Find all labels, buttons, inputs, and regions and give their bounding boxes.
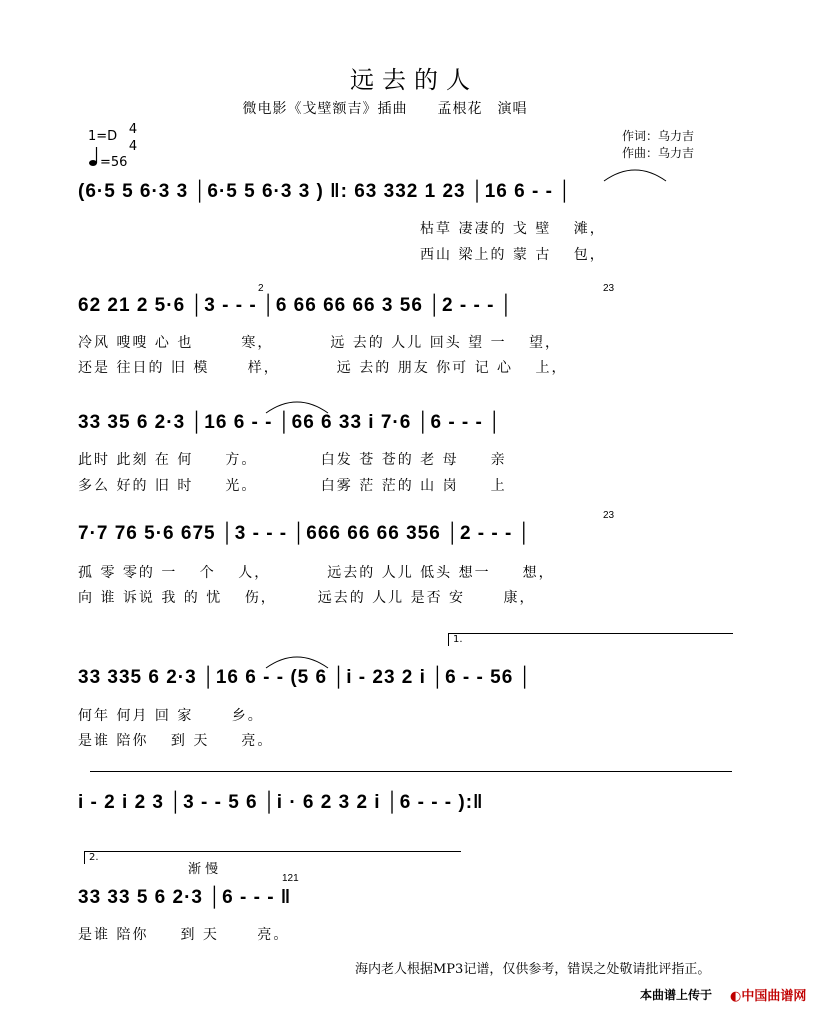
lyric-line-4: 还是 往日的 旧 模 样， 远 去的 朋友 你可 记 心 上，: [78, 360, 568, 376]
lyric-line-2: 西山 梁上的 蒙 古 包，: [420, 247, 606, 263]
first-ending-bracket: [448, 633, 733, 646]
notation-row-3: [78, 407, 738, 439]
notation-row-7-notes: 33 33 5 6 2·3 │6 - - - ‖: [78, 887, 292, 908]
slur-mark: [600, 163, 670, 183]
notation-row-5: [78, 662, 738, 694]
logo-icon: ◐: [730, 989, 742, 1004]
lyric-line-1: 枯草 凄凄的 戈 壁 滩，: [420, 221, 606, 237]
slur-mark: [262, 395, 332, 415]
upload-label: 本曲谱上传于: [640, 988, 713, 1002]
notation-row-6-notes: i - 2 i 2 3 │3 - - 5 6 │i · 6 2 3 2 i │6 - - - ):‖: [78, 792, 484, 813]
song-subtitle: 微电影《戈壁额吉》插曲 孟根花 演唱: [242, 101, 528, 117]
notation-row-2-notes: 62 21 2 5·6 │3 - - - │6 66 66 66 3 56 │2 - - - │: [78, 295, 514, 316]
lyric-line-6: 多么 好的 旧 时 光。 白雾 茫 茫的 山 岗 上: [78, 478, 507, 494]
lyric-line-8: 向 谁 诉说 我 的 忧 伤， 远去的 人儿 是否 安 康，: [78, 590, 536, 606]
lyric-line-3: 冷风 嗖嗖 心 也 寒， 远 去的 人儿 回头 望 一 望，: [78, 335, 562, 351]
composer-credit: 作曲：乌力吉: [622, 146, 695, 160]
first-ending-continuation-line: [90, 771, 732, 772]
notation-row-2: [78, 290, 738, 322]
notation-row-5-notes: 33 335 6 2·3 │16 6 - - (5 6 │i - 23 2 i │6 - - 56 │: [78, 667, 533, 688]
lyric-line-5: 此时 此刻 在 何 方。 白发 苍 苍的 老 母 亲: [78, 452, 507, 468]
site-logo-text: 中国曲谱网: [741, 989, 807, 1004]
slur-mark: [262, 650, 332, 670]
site-logo[interactable]: [730, 985, 806, 1004]
time-signature-bottom: 4: [128, 139, 138, 154]
lyricist-credit: 作词：乌力吉: [622, 129, 695, 143]
lyric-line-10: 是谁 陪你 到 天 亮。: [78, 733, 274, 749]
notation-row-7: [78, 882, 738, 914]
grace-note: 23: [603, 510, 615, 521]
tempo-marking: =56: [100, 155, 128, 170]
tempo-change-mark: 渐 慢: [188, 862, 219, 877]
grace-note: 2: [258, 283, 264, 294]
grace-note: 23: [603, 283, 615, 294]
notation-row-4: [78, 518, 738, 550]
quarter-note-icon: [88, 146, 100, 168]
second-ending-label: 2.: [89, 852, 99, 863]
grace-note: 121: [282, 873, 299, 884]
notation-row-1-notes: (6·5 5 6·3 3 │6·5 5 6·3 3 ) ‖: 63 332 1 23 │16 6 - - │: [78, 181, 573, 202]
notation-row-6: [78, 787, 738, 819]
notation-row-4-notes: 7·7 76 5·6 675 │3 - - - │666 66 66 356 │2 - - - │: [78, 523, 532, 544]
lyric-line-9: 何年 何月 回 家 乡。: [78, 708, 264, 724]
first-ending-label: 1.: [453, 634, 463, 645]
key-signature: 1=D: [88, 129, 118, 144]
lyric-line-7: 孤 零 零的 一 个 人， 远去的 人儿 低头 想一 想，: [78, 565, 555, 581]
lyric-line-11: 是谁 陪你 到 天 亮。: [78, 927, 290, 943]
time-signature-top: 4: [128, 122, 138, 137]
notation-row-3-notes: 33 35 6 2·3 │16 6 - - │66 6 33 i 7·6 │6 - - - │: [78, 412, 503, 433]
second-ending-bracket: [84, 851, 461, 864]
song-title: 远去的人: [350, 66, 478, 94]
transcriber-note: 海内老人根据MP3记谱，仅供参考，错误之处敬请批评指正。: [355, 962, 711, 977]
